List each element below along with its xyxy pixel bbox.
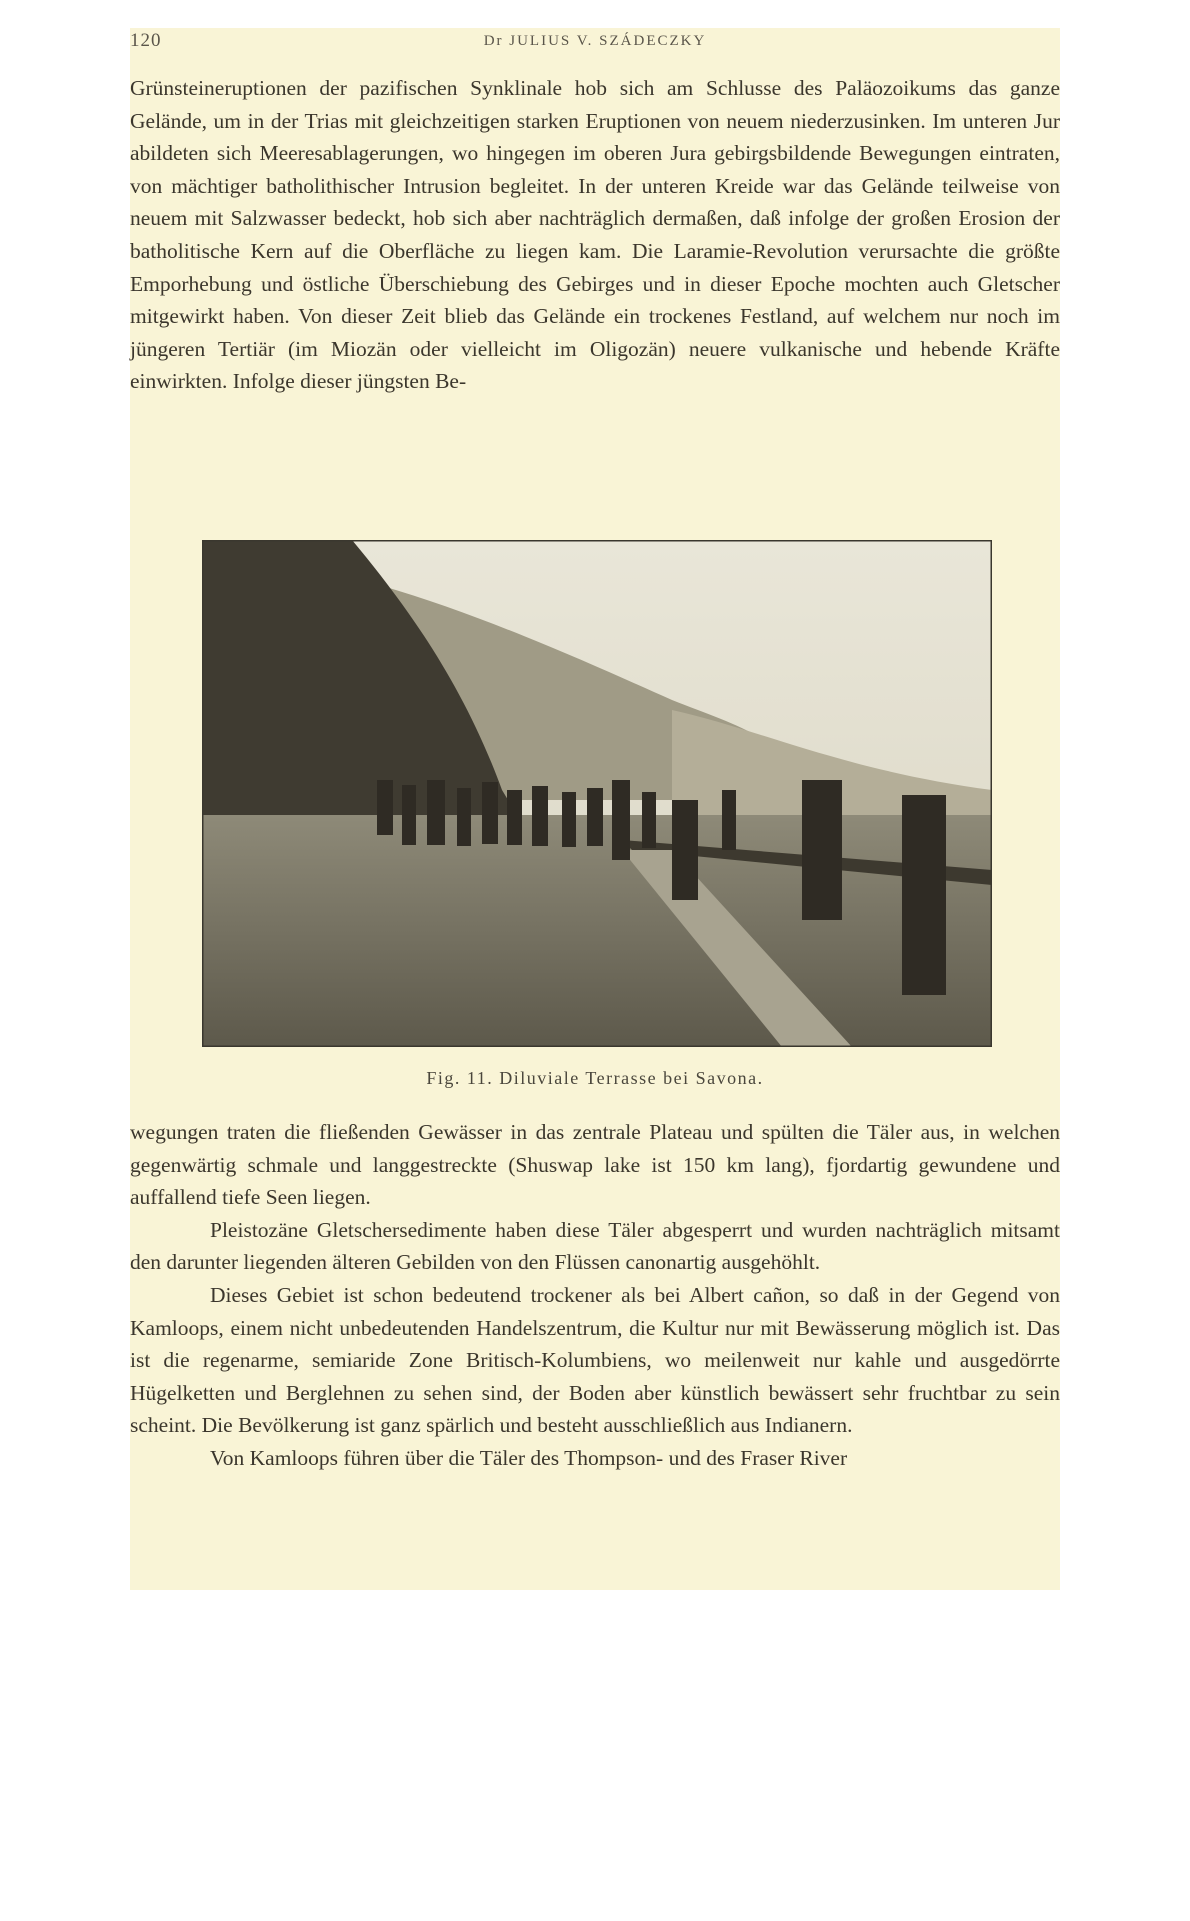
body-text-top bbox=[130, 72, 1060, 398]
figure-caption: Fig. 11. Diluviale Terrasse bei Savona. bbox=[426, 1068, 764, 1088]
terrace-ground bbox=[202, 815, 992, 1047]
paragraph: wegungen traten die fließenden Gewässer in das zentrale Plateau und spülten die Täler aus, in welchen gegenwärtig schmale und langgestreckte (Shuswap lake ist 150 km lang), fjordartig gewundene und auffallend tiefe Seen liegen. bbox=[130, 1120, 1060, 1210]
paragraph: Dieses Gebiet ist schon bedeutend trockener als bei Albert cañon, so daß in der Gegend von Kamloops, einem nicht unbedeutenden Handelszentrum, die Kultur nur mit Bewässerung möglich ist. Das ist die regenarme, semiaride Zone Britisch-Kolumbiens, wo meilenweit nur kahle und ausgedörrte Hügelketten und Berglehnen zu sehen sind, der Boden aber künstlich bewässert sehr fruchtbar zu sein scheint. Die Bevölkerung ist ganz spärlich und besteht ausschließlich aus Indianern. bbox=[130, 1282, 1060, 1438]
paragraph: Pleistozäne Gletschersedimente haben diese Täler abgesperrt und wurden nachträglich mitsamt den darunter liegenden älteren Gebilden von den Flüssen canonartig ausgehöhlt. bbox=[130, 1217, 1060, 1275]
book-page bbox=[130, 28, 1060, 1590]
running-head: Dr JULIUS V. SZÁDECZKY bbox=[483, 33, 707, 49]
photo-illustration bbox=[202, 540, 992, 1047]
body-text-bottom bbox=[130, 1116, 1060, 1475]
photo-diluvial-terrace bbox=[202, 540, 992, 1047]
paragraph: Grünsteineruptionen der pazifischen Synklinale hob sich am Schlusse des Paläozoikums das ganze Gelände, um in der Trias mit gleichzeitigen starken Eruptionen von neuem niederzusinken. Im unteren Jur abildeten sich Meeresablagerungen, wo hingegen im oberen Jura gebirgsbildende Bewegungen eintraten, von mächtiger batholithischer Intrusion begleitet. In der unteren Kreide war das Gelände teilweise von neuem mit Salzwasser bedeckt, hob sich aber nachträglich dermaßen, daß infolge der großen Erosion der batholitische Kern auf die Oberfläche zu liegen kam. Die Laramie-Revolution verursachte die größte Emporhebung und östliche Überschiebung des Gebirges und in dieser Epoche mochten auch Gletscher mitgewirkt haben. Von dieser Zeit blieb das Gelände ein trockenes Festland, auf welchem nur noch im jüngeren Tertiär (im Miozän oder vielleicht im Oligozän) neuere vulkanische und hebende Kräfte einwirkten. Infolge dieser jüngsten Be- bbox=[130, 76, 1060, 394]
page-header bbox=[130, 28, 1060, 58]
page-number: 120 bbox=[130, 30, 162, 51]
paragraph: Von Kamloops führen über die Täler des Thompson- und des Fraser River bbox=[210, 1445, 848, 1470]
